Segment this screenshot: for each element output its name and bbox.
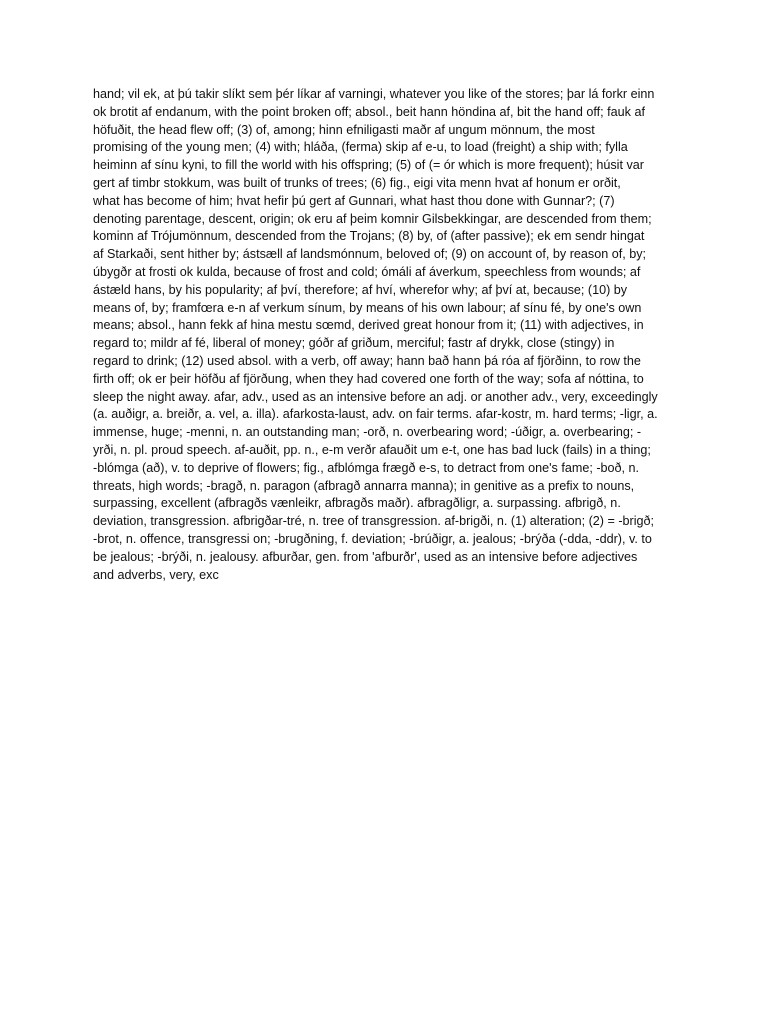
text-line: kominn af Trójumönnum, descended from the Trojans; (8) by, of (after passive); ek em sendr hingat [93,229,645,244]
text-line: what has become of him; hvat hefir þú gert af Gunnari, what hast thou done with Gunnar?; (7) [93,193,615,208]
text-line: úbygðr at frosti ok kulda, because of frost and cold; ómáli af áverkum, speechless from wounds; af [93,264,641,279]
text-line: regard to drink; (12) used absol. with a verb, off away; hann bað hann þá róa af fjörðinn, to row the [93,353,641,368]
text-line: means of, by; framfœra e-n af verkum sínum, by means of his own labour; af sínu fé, by one's own [93,300,642,315]
text-line: threats, high words; -bragð, n. paragon (afbragð annarra manna); in genitive as a prefix to nouns, [93,478,635,493]
text-line: be jealous; -brýði, n. jealousy. afburðar, gen. from 'afburðr', used as an intensive before adjectives [93,549,638,564]
text-line: promising of the young men; (4) with; hláða, (ferma) skip af e-u, to load (freight) a ship with; fylla [93,140,628,155]
text-line: denoting parentage, descent, origin; ok eru af þeim komnir Gilsbekkingar, are descended from them; [93,211,652,226]
text-line: and adverbs, very, exc [93,567,219,582]
text-line: immense, huge; -menni, n. an outstanding man; -orð, n. overbearing word; -úðigr, a. overbearing; - [93,425,642,440]
text-line: means; absol., hann fekk af hina mestu sœmd, derived great honour from it; (11) with adjectives, in [93,318,644,333]
text-line: -blómga (að), v. to deprive of flowers; fig., afblómga frægð e-s, to detract from one's fame; -boð, n. [93,460,640,475]
text-line: sleep the night away. afar, adv., used as an intensive before an adj. or another adv., very, exceedingly [93,389,658,404]
text-line: höfuðit, the head flew off; (3) of, among; hinn efniligasti maðr af ungum mönnum, the most [93,122,595,137]
text-line: -brot, n. offence, transgressi on; -brugðning, f. deviation; -brúðigr, a. jealous; -brýða (-dda, -ddr), v. to [93,531,652,546]
text-line: surpassing, excellent (afbragðs vænleikr, afbragðs maðr). afbragðligr, a. surpassing. afbrigð, n. [93,496,621,511]
text-line: gert af timbr stokkum, was built of trunks of trees; (6) fig., eigi vita menn hvat af honum er orðit, [93,175,621,190]
text-line: ok brotit af endanum, with the point broken off; absol., beit hann höndina af, bit the hand off; fauk af [93,104,645,119]
text-line: heiminn af sínu kyni, to fill the world with his offspring; (5) of (= ór which is more frequent); húsit var [93,158,644,173]
text-line: ástæld hans, by his popularity; af því, therefore; af hví, wherefor why; af því at, because; (10) by [93,282,628,297]
text-line: yrði, n. pl. proud speech. af-auðit, pp. n., e-m verðr afauðit um e-t, one has bad luck (fails) in a thing; [93,442,651,457]
text-line: hand; vil ek, at þú takir slíkt sem þér líkar af varningi, whatever you like of the stores; þar lá forkr einn [93,87,655,101]
text-line: regard to; mildr af fé, liberal of money; góðr af griðum, merciful; fastr af drykk, close (stingy) in [93,336,615,351]
text-line: af Starkaði, sent hither by; ástsæll af landsmónnum, beloved of; (9) on account of, by reason of, by; [93,247,647,262]
text-line: deviation, transgression. afbrigðar-tré, n. tree of transgression. af-brigði, n. (1) alteration; (2) = -brigð; [93,514,655,529]
dictionary-text [93,86,683,584]
text-line: firth off; ok er þeir höfðu af fjörðung, when they had covered one forth of the way; sofa af nóttina, to [93,371,644,386]
text-line: (a. auðigr, a. breiðr, a. vel, a. illa). afarkosta-laust, adv. on fair terms. afar-kostr, m. hard terms; -ligr, a. [93,407,658,422]
